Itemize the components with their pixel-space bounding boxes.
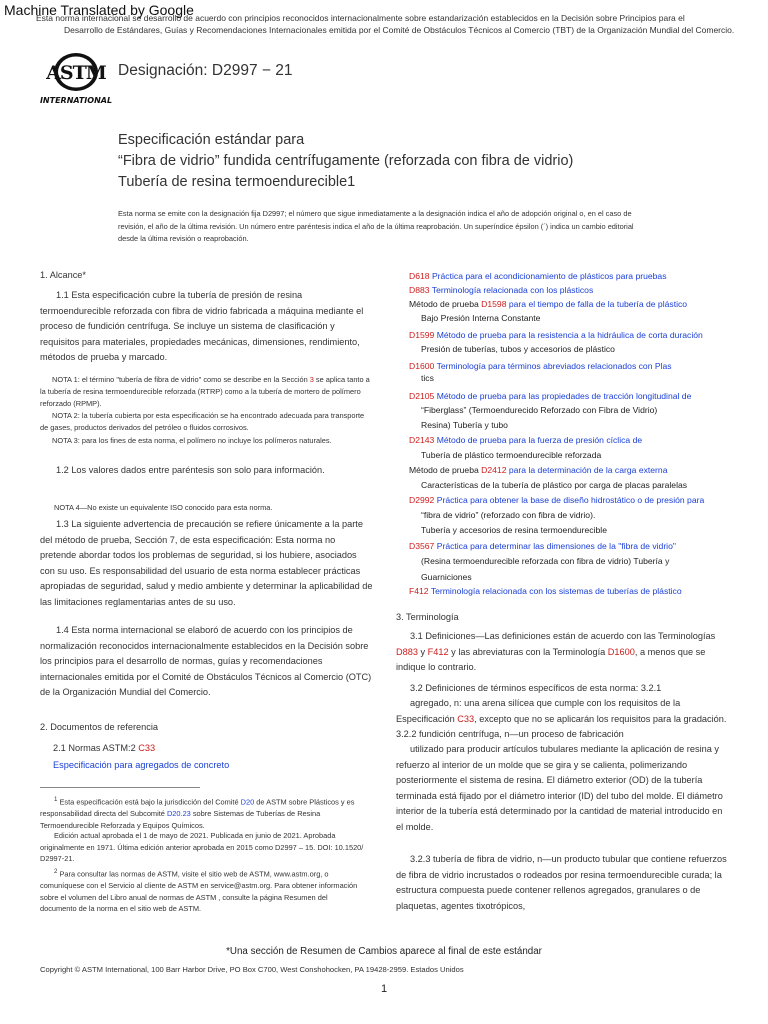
ref-d2412[interactable]: Método de prueba D2412 para la determinación de la carga externa <box>409 465 668 475</box>
ref-d2143-cont[interactable]: Tubería de plástico termoendurecible reforzada <box>421 450 602 460</box>
issued-line3: desde la última revisión o reaprobación. <box>118 234 249 243</box>
ref-d2412-cont[interactable]: Características de la tubería de plástico por carga de placas paralelas <box>421 480 688 490</box>
documents-heading: 2. Documentos de referencia <box>40 722 158 732</box>
d1600-link[interactable]: D1600 <box>607 646 635 657</box>
ref-d2143[interactable]: D2143 Método de prueba para la fuerza de presión cíclica de <box>409 435 643 445</box>
ref-d1599-cont[interactable]: Presión de tuberías, tubos y accesorios de plástico <box>421 344 615 354</box>
paragraph-2-1: 2.1 Normas ASTM:2 C33 <box>53 743 156 753</box>
paragraph-3-2-1: agregado, n: una arena silícea que cumple con los requisitos de la Especificación C33, excepto que no se aplicarán los requisitos para la gradación. 3.2.2 fundición centrífuga, n—un proceso de fabricación <box>396 698 727 739</box>
footnote-1: $^1$ Esta especificación está bajo la jurisdicción del Comité D20 de ASTM sobre Plásticos y es responsabilidad directa del Subcomité D20.23 sobre Sistemas de Tuberías de Resina Termoendurecible Reforzada y Equipos Químicos. <box>40 796 355 830</box>
title-line2: “Fibra de vidrio” fundida centrífugamente (reforzada con fibra de vidrio) <box>118 153 574 169</box>
ref-d2105[interactable]: D2105 Método de prueba para las propiedades de tracción longitudinal de <box>409 391 692 401</box>
paragraph-3-1: 3.1 Definiciones—Las definiciones están de acuerdo con las Terminologías D883 y F412 y las abreviaturas con la Terminología D1600, a menos que se indique lo contrario. <box>396 631 716 672</box>
paragraph-3-2-2: utilizado para producir artículos tubulares mediante la aplicación de resina y refuerzo al interior de un molde que se gira y se calienta, polimerizando posteriormente el sistema de resina. El diámetro exterior (OD) de la tubería terminada está fijado por el diámetro interior (ID) del tubo del molde. El diámetro interior de la tubería está determinado por la cantidad de material introducido en el molde. <box>396 744 723 832</box>
title-line1: Especificación estándar para <box>118 132 305 148</box>
machine-translated-banner: Machine Translated by Google <box>4 2 194 18</box>
ref-d1599[interactable]: D1599 Método de prueba para la resistencia a la hidráulica de corta duración <box>409 330 703 340</box>
footnote-2: $^2$ Para consultar las normas de ASTM, visite el sitio web de ASTM, www.astm.org, o comuníquese con el Servicio al cliente de ASTM en service@astm.org. Para obtener información sobre el volumen del Libro anual de normas de ASTM , consulte la página Resumen del documento de la norma en el sitio web de ASTM. <box>40 868 358 914</box>
logo-subtext: INTERNATIONAL <box>40 96 112 105</box>
paragraph-3-2-heading: 3.2 Definiciones de términos específicos de esta norma: 3.2.1 <box>410 683 662 693</box>
document-title <box>118 130 573 193</box>
paragraph-3-2-3: 3.2.3 tubería de fibra de vidrio, n—un producto tubular que contiene refuerzos de fibra de vidrio incrustados o rodeados por resina termoendurecible curada; la estructura compuesta puede contener rellenos agregados, granulares o de plaquetas, agentes tixotrópicos, <box>396 854 727 911</box>
ref-d618[interactable]: D618 Práctica para el acondicionamiento de plásticos para pruebas <box>409 271 667 281</box>
nota-1: NOTA 1: el término "tubería de fibra de vidrio" como se describe en la Sección 3 se aplica tanto a la tubería de resina termoendurecible reforzada (RTRP) como a la tubería de mortero de polímero reforzado (RPMP). <box>40 375 370 408</box>
ref-d883[interactable]: D883 Terminología relacionada con los plásticos <box>409 285 594 295</box>
c33-link-2[interactable]: C33 <box>457 713 475 724</box>
summary-of-changes-note: *Una sección de Resumen de Cambios aparece al final de este estándar <box>226 946 542 957</box>
top-note-line2: Desarrollo de Estándares, Guías y Recomendaciones Internacionales emitida por el Comité de Obstáculos Técnicos al Comercio (TBT) de la Organización Mundial del Comercio. <box>64 25 735 35</box>
footnote-divider <box>40 787 200 788</box>
paragraph-1-4: 1.4 Esta norma internacional se elaboró de acuerdo con los principios de normalización reconocidos internacionalmente establecidos en la Decisión sobre los principios para el desarrollo de normas, guías y recomendaciones internacionales emitida por el Comité de Obstáculos Técnicos al Comercio (OTC) de la Organización Mundial del Comercio. <box>40 625 372 697</box>
issuance-note <box>118 208 678 246</box>
ref-f412[interactable]: F412 Terminología relacionada con los sistemas de tuberías de plástico <box>409 586 682 596</box>
ref-d2992-cont2[interactable]: Tubería y accesorios de resina termoendurecible <box>421 525 607 535</box>
issued-line2: revisión, el año de la última revisión. Un número entre paréntesis indica el año de la última reaprobación. Un superíndice épsilon (´) indica un cambio editorial <box>118 221 634 231</box>
ref-d3567-cont2[interactable]: Guarniciones <box>421 572 472 582</box>
ref-d2105-cont1[interactable]: “Fiberglass” (Termoendurecido Reforzado con Fibra de Vidrio) <box>421 405 658 415</box>
nota-2: NOTA 2: la tubería cubierta por esta especificación se ha encontrado adecuada para transporte de gases, productos derivados del petróleo o fluidos corrosivos. <box>40 411 365 432</box>
paragraph-1-3: 1.3 La siguiente advertencia de precaución se refiere únicamente a la parte del método de prueba, Sección 7, de esta especificación: Esta norma no pretende abordar todos los problemas de seguridad, si los hubiere, asociados con su uso. Es responsabilidad del usuario de esta norma establecer prácticas apropiadas de seguridad, salud y medio ambiente y determinar la aplicabilidad de las limitaciones reglamentarias antes de su uso. <box>40 519 373 607</box>
nota-4: NOTA 4—No existe un equivalente ISO conocido para esta norma. <box>54 503 273 512</box>
designation: Designación: D2997 − 21 <box>118 62 293 79</box>
ref-d1600[interactable]: D1600 Terminología para términos abreviados relacionados con Plas <box>409 361 672 371</box>
section-3-link[interactable]: 3 <box>309 375 314 384</box>
f412-link[interactable]: F412 <box>427 646 449 657</box>
footnote-1-edition: Edición actual aprobada el 1 de mayo de 2021. Publicada en junio de 2021. Aprobada originalmente en 1971. Última edición anterior aprobada en 2015 como D2997 – 15. DOI: 10.1520/ D2997-21. <box>40 831 364 864</box>
paragraph-1-2: 1.2 Los valores dados entre paréntesis son solo para información. <box>56 465 325 475</box>
copyright: Copyright © ASTM International, 100 Barr Harbor Drive, PO Box C700, West Conshohocken, PA 19428-2959. Estados Unidos <box>40 965 464 974</box>
ref-d2105-cont2[interactable]: Resina) Tubería y tubo <box>421 420 508 430</box>
c33-link[interactable]: C33 <box>138 743 156 753</box>
top-note-line1: Esta norma internacional se desarrolló de acuerdo con principios reconocidos internacionalmente sobre estandarización establecidos en la Decisión sobre Principios para el <box>36 13 685 23</box>
ref-d2992[interactable]: D2992 Práctica para obtener la base de diseño hidrostático o de presión para <box>409 495 705 505</box>
issued-line1: Esta norma se emite con la designación fija D2997; el número que sigue inmediatamente a la designación indica el año de adopción original o, en el caso de <box>118 209 632 218</box>
d883-link[interactable]: D883 <box>396 646 418 657</box>
paragraph-1-1: 1.1 Esta especificación cubre la tubería de presión de resina termoendurecible reforzada con fibra de vidrio fabricada a máquina mediante el proceso de fundición centrífuga. Se incluye un sistema de clasificación y requisitos para materiales, propiedades mecánicas, dimensiones, rendimiento, métodos de prueba y marcado. <box>40 290 364 362</box>
astm-logo <box>40 52 112 106</box>
ref-d1598[interactable]: Método de prueba D1598 para el tiempo de falla de la tubería de plástico <box>409 299 688 309</box>
ref-d3567-cont1[interactable]: (Resina termoendurecible reforzada con fibra de vidrio) Tubería y <box>421 556 670 566</box>
d20-23-link[interactable]: D20.23 <box>166 809 191 819</box>
nota-3: NOTA 3: para los fines de esta norma, el polímero no incluye los polímeros naturales. <box>52 436 332 445</box>
c33-title-link[interactable]: Especificación para agregados de concreto <box>53 760 230 770</box>
ref-d2992-cont1[interactable]: “fibra de vidrio” (reforzado con fibra de vidrio). <box>421 510 596 520</box>
ref-d3567[interactable]: D3567 Práctica para determinar las dimensiones de la "fibra de vidrio" <box>409 541 676 551</box>
title-line3: Tubería de resina termoendurecible1 <box>118 174 356 190</box>
scope-heading: 1. Alcance* <box>40 270 86 280</box>
ref-d1600-cont[interactable]: tics <box>421 373 434 383</box>
terminology-heading: 3. Terminología <box>396 612 459 622</box>
ref-d1598-cont[interactable]: Bajo Presión Interna Constante <box>421 313 541 323</box>
page-number: 1 <box>380 983 388 995</box>
d20-link[interactable]: D20 <box>240 797 255 807</box>
logo-text: ASTM <box>46 62 106 84</box>
